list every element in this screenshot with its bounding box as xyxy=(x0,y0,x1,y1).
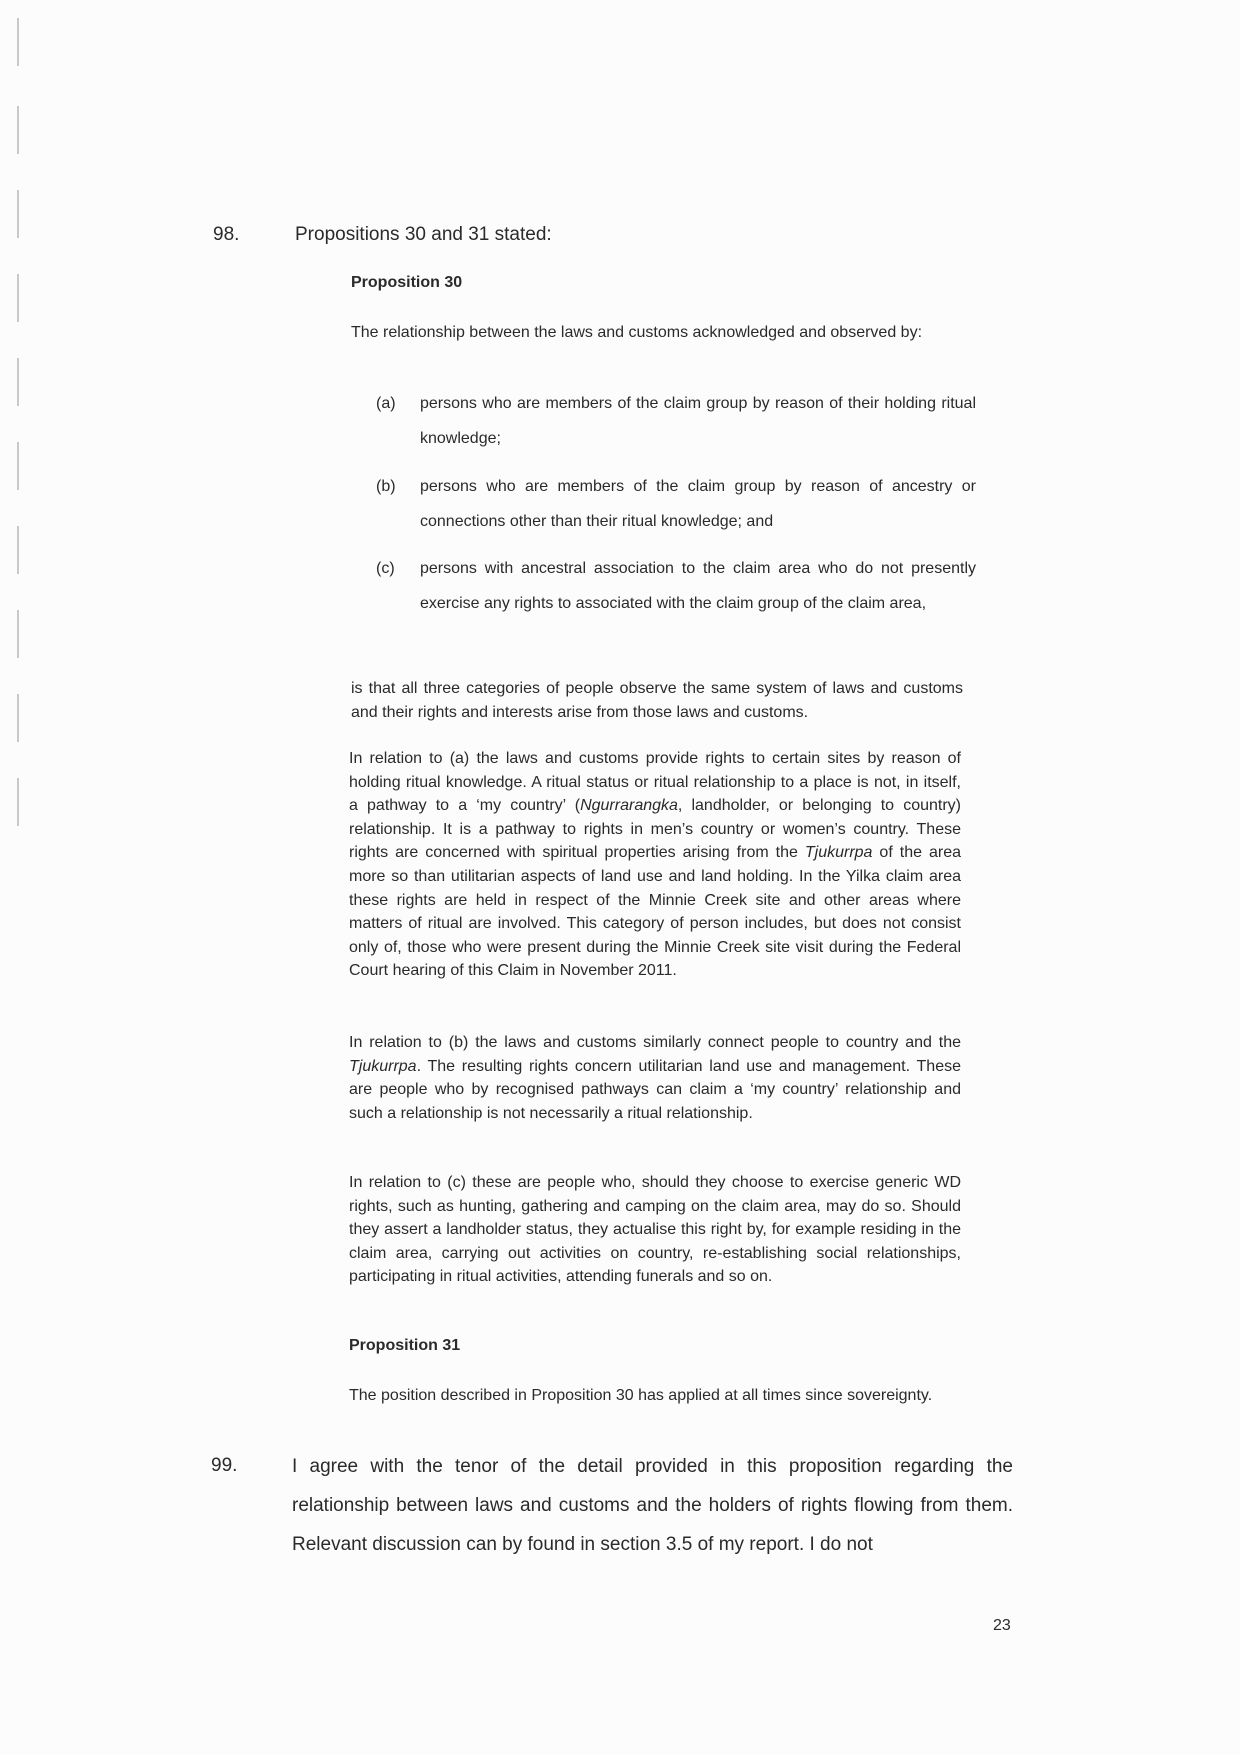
paragraph-number-98: 98. xyxy=(213,224,240,245)
paragraph-b-italic-1: Tjukurrpa xyxy=(349,1057,417,1075)
list-item-text: persons with ancestral association to the claim area who do not presently exercise any rights to associated with the claim group of the claim area, xyxy=(420,560,976,612)
scan-edge-mark xyxy=(17,274,19,322)
list-item-text: persons who are members of the claim group by reason of their holding ritual knowledge; xyxy=(420,395,976,447)
scan-edge-mark xyxy=(17,694,19,742)
paragraph-b-text-1: In relation to (b) the laws and customs similarly connect people to country and the xyxy=(349,1034,961,1051)
proposition-31-text: The position described in Proposition 30 has applied at all times since sovereignty. xyxy=(349,1387,933,1404)
proposition-30-list xyxy=(376,386,976,656)
scan-edge-mark xyxy=(17,610,19,658)
paragraph-a-text-3: of the area more so than utilitarian aspects of land use and land holding. In the Yilka claim area these rights are held in respect of the Minnie Creek site and other areas where matters of ritual are involved. This category of person includes, but does not consist only of, those who were present during the Minnie Creek site visit during the Federal Court hearing of this Claim in November 2011. xyxy=(349,844,961,980)
list-item-label: (a) xyxy=(376,395,396,412)
paragraph-a-italic-2: Tjukurrpa xyxy=(804,844,873,862)
paragraph-a-text-2: , landholder, or belonging to country) relationship. It is a pathway to rights in men’s country or women’s country. These rights are concerned with spiritual properties arising from the xyxy=(349,797,961,862)
proposition-30-heading: Proposition 30 xyxy=(351,274,463,291)
scan-edge-mark xyxy=(17,778,19,826)
paragraph-number-99: 99. xyxy=(211,1455,238,1476)
paragraph-99-text: I agree with the tenor of the detail provided in this proposition regarding the relationship between laws and customs and the holders of rights flowing from them. Relevant discussion can by found in section 3.5 of my report. I do not xyxy=(292,1456,1013,1555)
list-item-label: (b) xyxy=(376,478,396,495)
paragraph-a-text-1: In relation to (a) the laws and customs provide rights to certain sites by reason of holding ritual knowledge. A ritual status or ritual relationship to a place is not, in itself, a pathway to a ‘my country’ ( xyxy=(349,750,961,815)
scan-edge-mark xyxy=(17,190,19,238)
proposition-30-intro: The relationship between the laws and customs acknowledged and observed by: xyxy=(351,324,923,341)
scan-edge-mark xyxy=(17,358,19,406)
paragraph-b-text-2: . The resulting rights concern utilitarian land use and management. These are people who by recognised pathways can claim a ‘my country’ relationship and such a relationship is not necessarily a ritual relationship. xyxy=(349,1057,961,1122)
proposition-30-conclusion: is that all three categories of people observe the same system of laws and customs and their rights and interests arise from those laws and customs. xyxy=(351,680,963,721)
proposition-30-paragraph-b xyxy=(349,1031,961,1125)
scan-edge-mark xyxy=(17,526,19,574)
scan-edge-mark xyxy=(17,106,19,154)
paragraph-98-lead: Propositions 30 and 31 stated: xyxy=(295,224,552,245)
proposition-31-heading: Proposition 31 xyxy=(349,1337,461,1354)
scan-edge-mark xyxy=(17,442,19,490)
proposition-30-paragraph-c: In relation to (c) these are people who, should they choose to exercise generic WD rights, such as hunting, gathering and camping on the claim area, may do so. Should they assert a landholder status, they actualise this right by, for example residing in the claim area, carrying out activities on country, re-establishing social relationships, participating in ritual activities, attending funerals and so on. xyxy=(349,1174,961,1286)
paragraph-a-italic-1: Ngurrarangka xyxy=(580,797,678,815)
list-item-text: persons who are members of the claim group by reason of ancestry or connections other than their ritual knowledge; and xyxy=(420,478,976,530)
list-item-label: (c) xyxy=(376,560,395,577)
proposition-30-paragraph-a xyxy=(349,747,961,983)
page-number: 23 xyxy=(993,1617,1011,1634)
scan-edge-mark xyxy=(17,18,19,66)
